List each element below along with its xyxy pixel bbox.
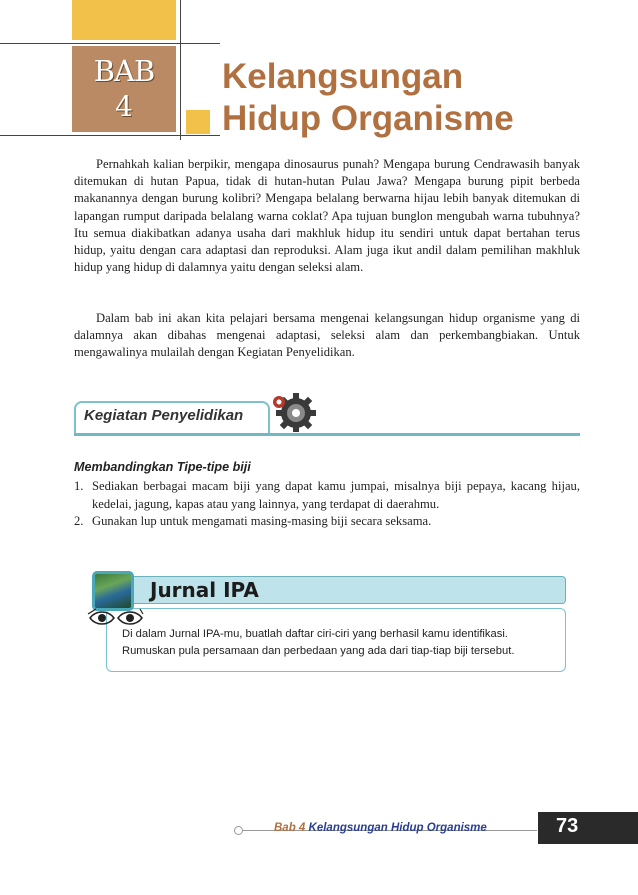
chapter-badge — [72, 46, 176, 132]
header-rule-bottom — [0, 135, 220, 136]
eye-magnifier-icon — [86, 606, 144, 628]
step-text: Sediakan berbagai macam biji yang dapat kamu jumpai, misalnya biji pepaya, kacang hijau, kedelai, jagung, kapas atau yang lainnya, yang terdapat di daerahmu. — [92, 479, 580, 511]
peacock-photo-icon — [92, 571, 134, 611]
header-vertical-rule — [180, 0, 181, 140]
activity-steps — [74, 478, 580, 531]
page-number: 73 — [556, 815, 579, 837]
kegiatan-label: Kegiatan Penyelidikan — [84, 407, 244, 424]
chapter-badge-word: BAB — [93, 54, 155, 88]
chapter-title-line2: Hidup Organisme — [222, 99, 514, 138]
footer-dot — [234, 826, 243, 835]
chapter-title-line1: Kelangsungan — [222, 57, 464, 96]
page-number-box — [538, 812, 638, 844]
jurnal-title: Jurnal IPA — [150, 578, 259, 602]
top-yellow-block — [72, 0, 176, 40]
step-number: 2. — [74, 514, 84, 529]
list-item — [74, 478, 580, 513]
jurnal-line-1: Di dalam Jurnal IPA-mu, buatlah daftar ciri-ciri yang berhasil kamu identifikasi. — [122, 628, 508, 640]
list-item — [74, 513, 580, 531]
chapter-title — [222, 56, 514, 140]
step-number: 1. — [74, 479, 84, 493]
step-text: Gunakan lup untuk mengamati masing-masing biji secara seksama. — [92, 514, 432, 529]
title-square-marker — [186, 110, 210, 134]
intro-paragraph-2: Dalam bab ini akan kita pelajari bersama mengenai kelangsungan hidup organisme yang di dalamnya akan dibahas mengenai adaptasi, seleksi alam dan perkembangbiakan. Untuk mengawalinya mulailah dengan Kegiatan Penyelidikan. — [74, 311, 580, 360]
footer-chapter-title: Kelangsungan Hidup Organisme — [308, 822, 487, 834]
footer-bab-label: Bab 4 — [274, 822, 306, 834]
jurnal-text — [122, 626, 562, 659]
intro-paragraph-1: Pernahkah kalian berpikir, mengapa dinosaurus punah? Mengapa burung Cendrawasih banyak ditemukan di hutan Papua, tidak di hutan-hutan Pulau Jawa? Mengapa burung pipit berbeda makanannya dengan burung kolibri? Mengapa belalang berwarna hijau lebih banyak ditemukan di lapangan rumput daripada belalang warna coklat? Apa tujuan bunglon mengubah warna tubuhnya? Itu semua diakibatkan adanya usaha dari makhluk hidup itu sendiri untuk dapat bertahan terus hidup, yaitu dengan cara adaptasi dan reproduksi. Alam juga ikut andil dalam pemilihan makhluk hidup yang hidup di dalamnya yaitu dengan seleksi alam. — [74, 157, 580, 275]
gear-icon — [270, 392, 322, 432]
footer-running-head — [274, 822, 487, 834]
chapter-badge-number: 4 — [115, 90, 133, 123]
header-rule-top — [0, 43, 220, 44]
kegiatan-underline — [74, 433, 580, 436]
jurnal-line-2: Rumuskan pula persamaan dan perbedaan yang ada dari tiap-tiap biji tersebut. — [122, 644, 515, 657]
activity-subheading: Membandingkan Tipe-tipe biji — [74, 460, 251, 474]
